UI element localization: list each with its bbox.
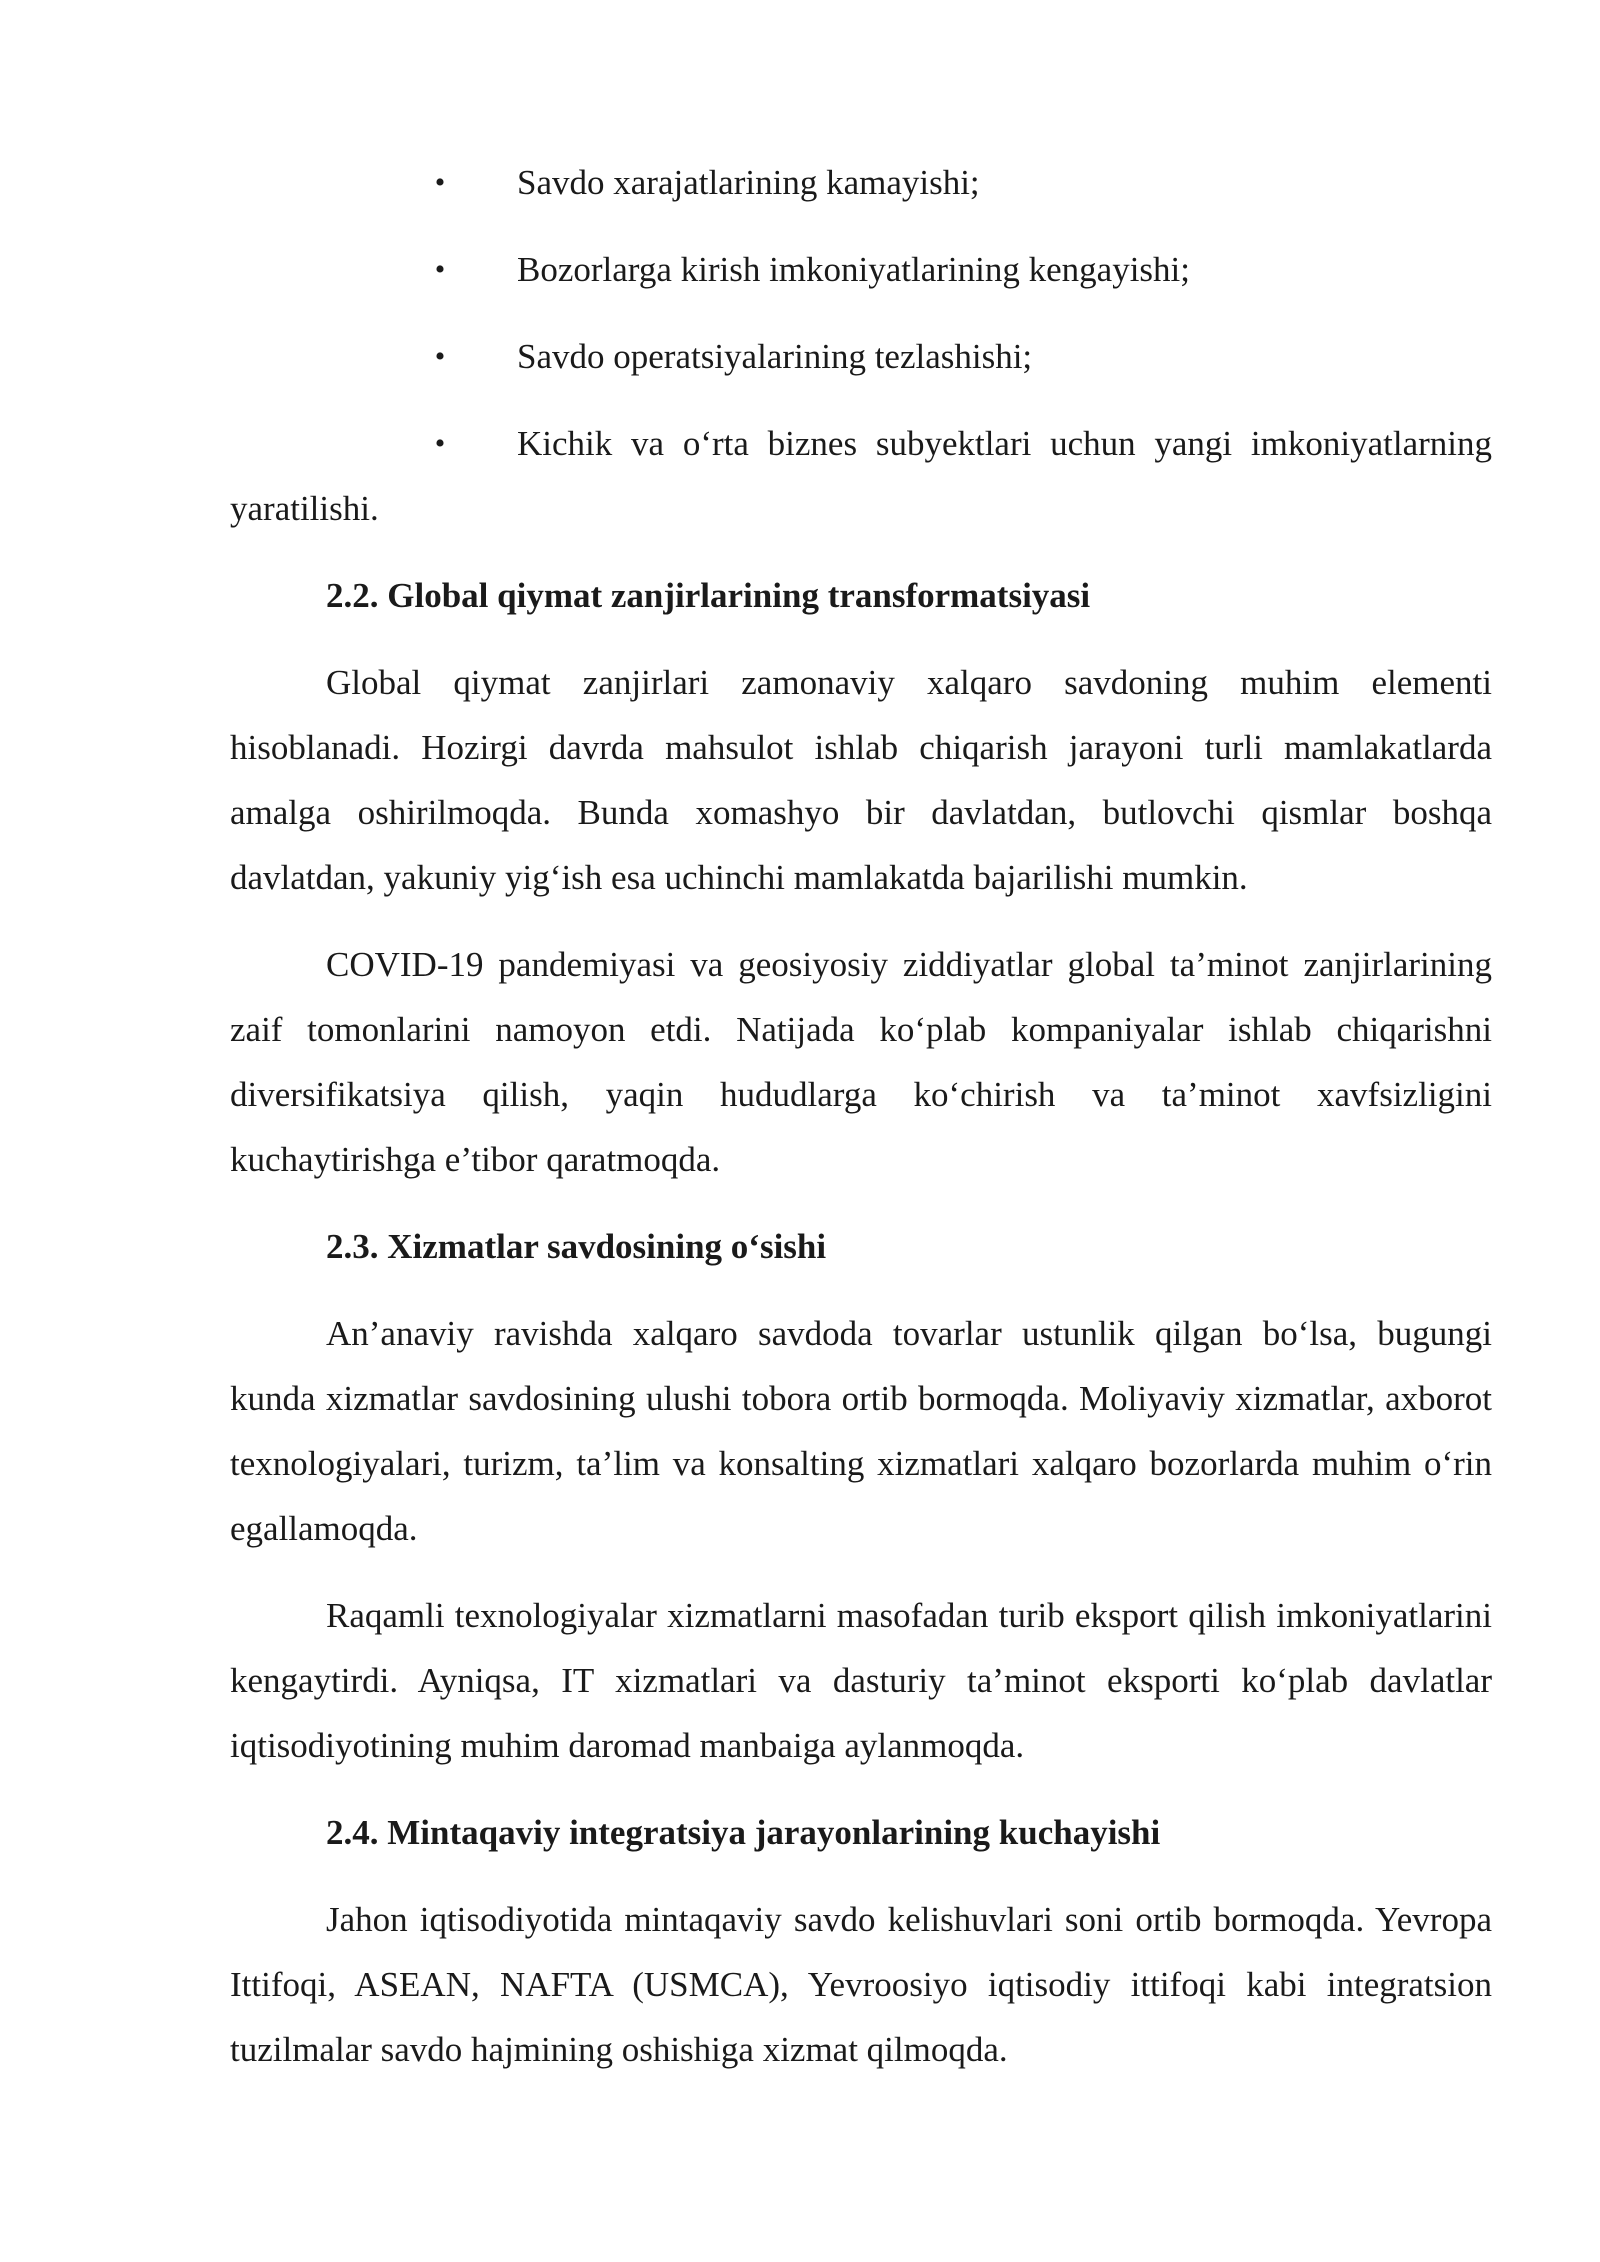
list-item [230, 411, 1492, 541]
section-heading: 2.3. Xizmatlar savdosining o‘sishi [326, 1227, 827, 1266]
bullet-marker: • [434, 427, 446, 460]
bullet-marker: • [434, 166, 446, 199]
paragraph: An’anaviy ravishda xalqaro savdoda tovarlar ustunlik qilgan bo‘lsa, bugungi kunda xizmatlar savdosining ulushi tobora ortib bormoqda. Moliyaviy xizmatlar, axborot texnologiyalari, turizm, ta’lim va konsalting xizmatlari xalqaro bozorlarda muhim o‘rin egallamoqda. [230, 1314, 1492, 1548]
list-item-text: Bozorlarga kirish imkoniyatlarining kengayishi; [517, 250, 1190, 289]
list-item-text: Savdo operatsiyalarining tezlashishi; [517, 337, 1033, 376]
list-item [230, 324, 1492, 389]
section-heading: 2.4. Mintaqaviy integratsiya jarayonlarining kuchayishi [326, 1813, 1161, 1852]
document-page [230, 150, 1492, 2104]
list-item [230, 237, 1492, 302]
bullet-marker: • [434, 340, 446, 373]
list-item [230, 150, 1492, 215]
bullet-list [230, 150, 1492, 541]
paragraph: Global qiymat zanjirlari zamonaviy xalqaro savdoning muhim elementi hisoblanadi. Hozirgi davrda mahsulot ishlab chiqarish jarayoni turli mamlakatlarda amalga oshirilmoqda. Bunda xomashyo bir davlatdan, butlovchi qismlar boshqa davlatdan, yakuniy yig‘ish esa uchinchi mamlakatda bajarilishi mumkin. [230, 663, 1492, 897]
section-heading: 2.2. Global qiymat zanjirlarining transformatsiyasi [326, 576, 1091, 615]
paragraph: COVID-19 pandemiyasi va geosiyosiy ziddiyatlar global ta’minot zanjirlarining zaif tomonlarini namoyon etdi. Natijada ko‘plab kompaniyalar ishlab chiqarishni diversifikatsiya qilish, yaqin hududlarga ko‘chirish va ta’minot xavfsizligini kuchaytirishga e’tibor qaratmoqda. [230, 945, 1492, 1179]
section-2-4 [230, 1800, 1492, 2082]
section-2-3 [230, 1214, 1492, 1778]
list-item-text: Savdo xarajatlarining kamayishi; [517, 163, 980, 202]
list-item-text: Kichik va o‘rta biznes subyektlari uchun yangi imkoniyatlarning yaratilishi. [230, 424, 1492, 528]
section-2-2 [230, 563, 1492, 1192]
paragraph: Jahon iqtisodiyotida mintaqaviy savdo kelishuvlari soni ortib bormoqda. Yevropa Ittifoqi, ASEAN, NAFTA (USMCA), Yevroosiyo iqtisodiy ittifoqi kabi integratsion tuzilmalar savdo hajmining oshishiga xizmat qilmoqda. [230, 1900, 1492, 2069]
bullet-marker: • [434, 253, 446, 286]
paragraph: Raqamli texnologiyalar xizmatlarni masofadan turib eksport qilish imkoniyatlarini kengaytirdi. Ayniqsa, IT xizmatlari va dasturiy ta’minot eksporti ko‘plab davlatlar iqtisodiyotining muhim daromad manbaiga aylanmoqda. [230, 1596, 1492, 1765]
